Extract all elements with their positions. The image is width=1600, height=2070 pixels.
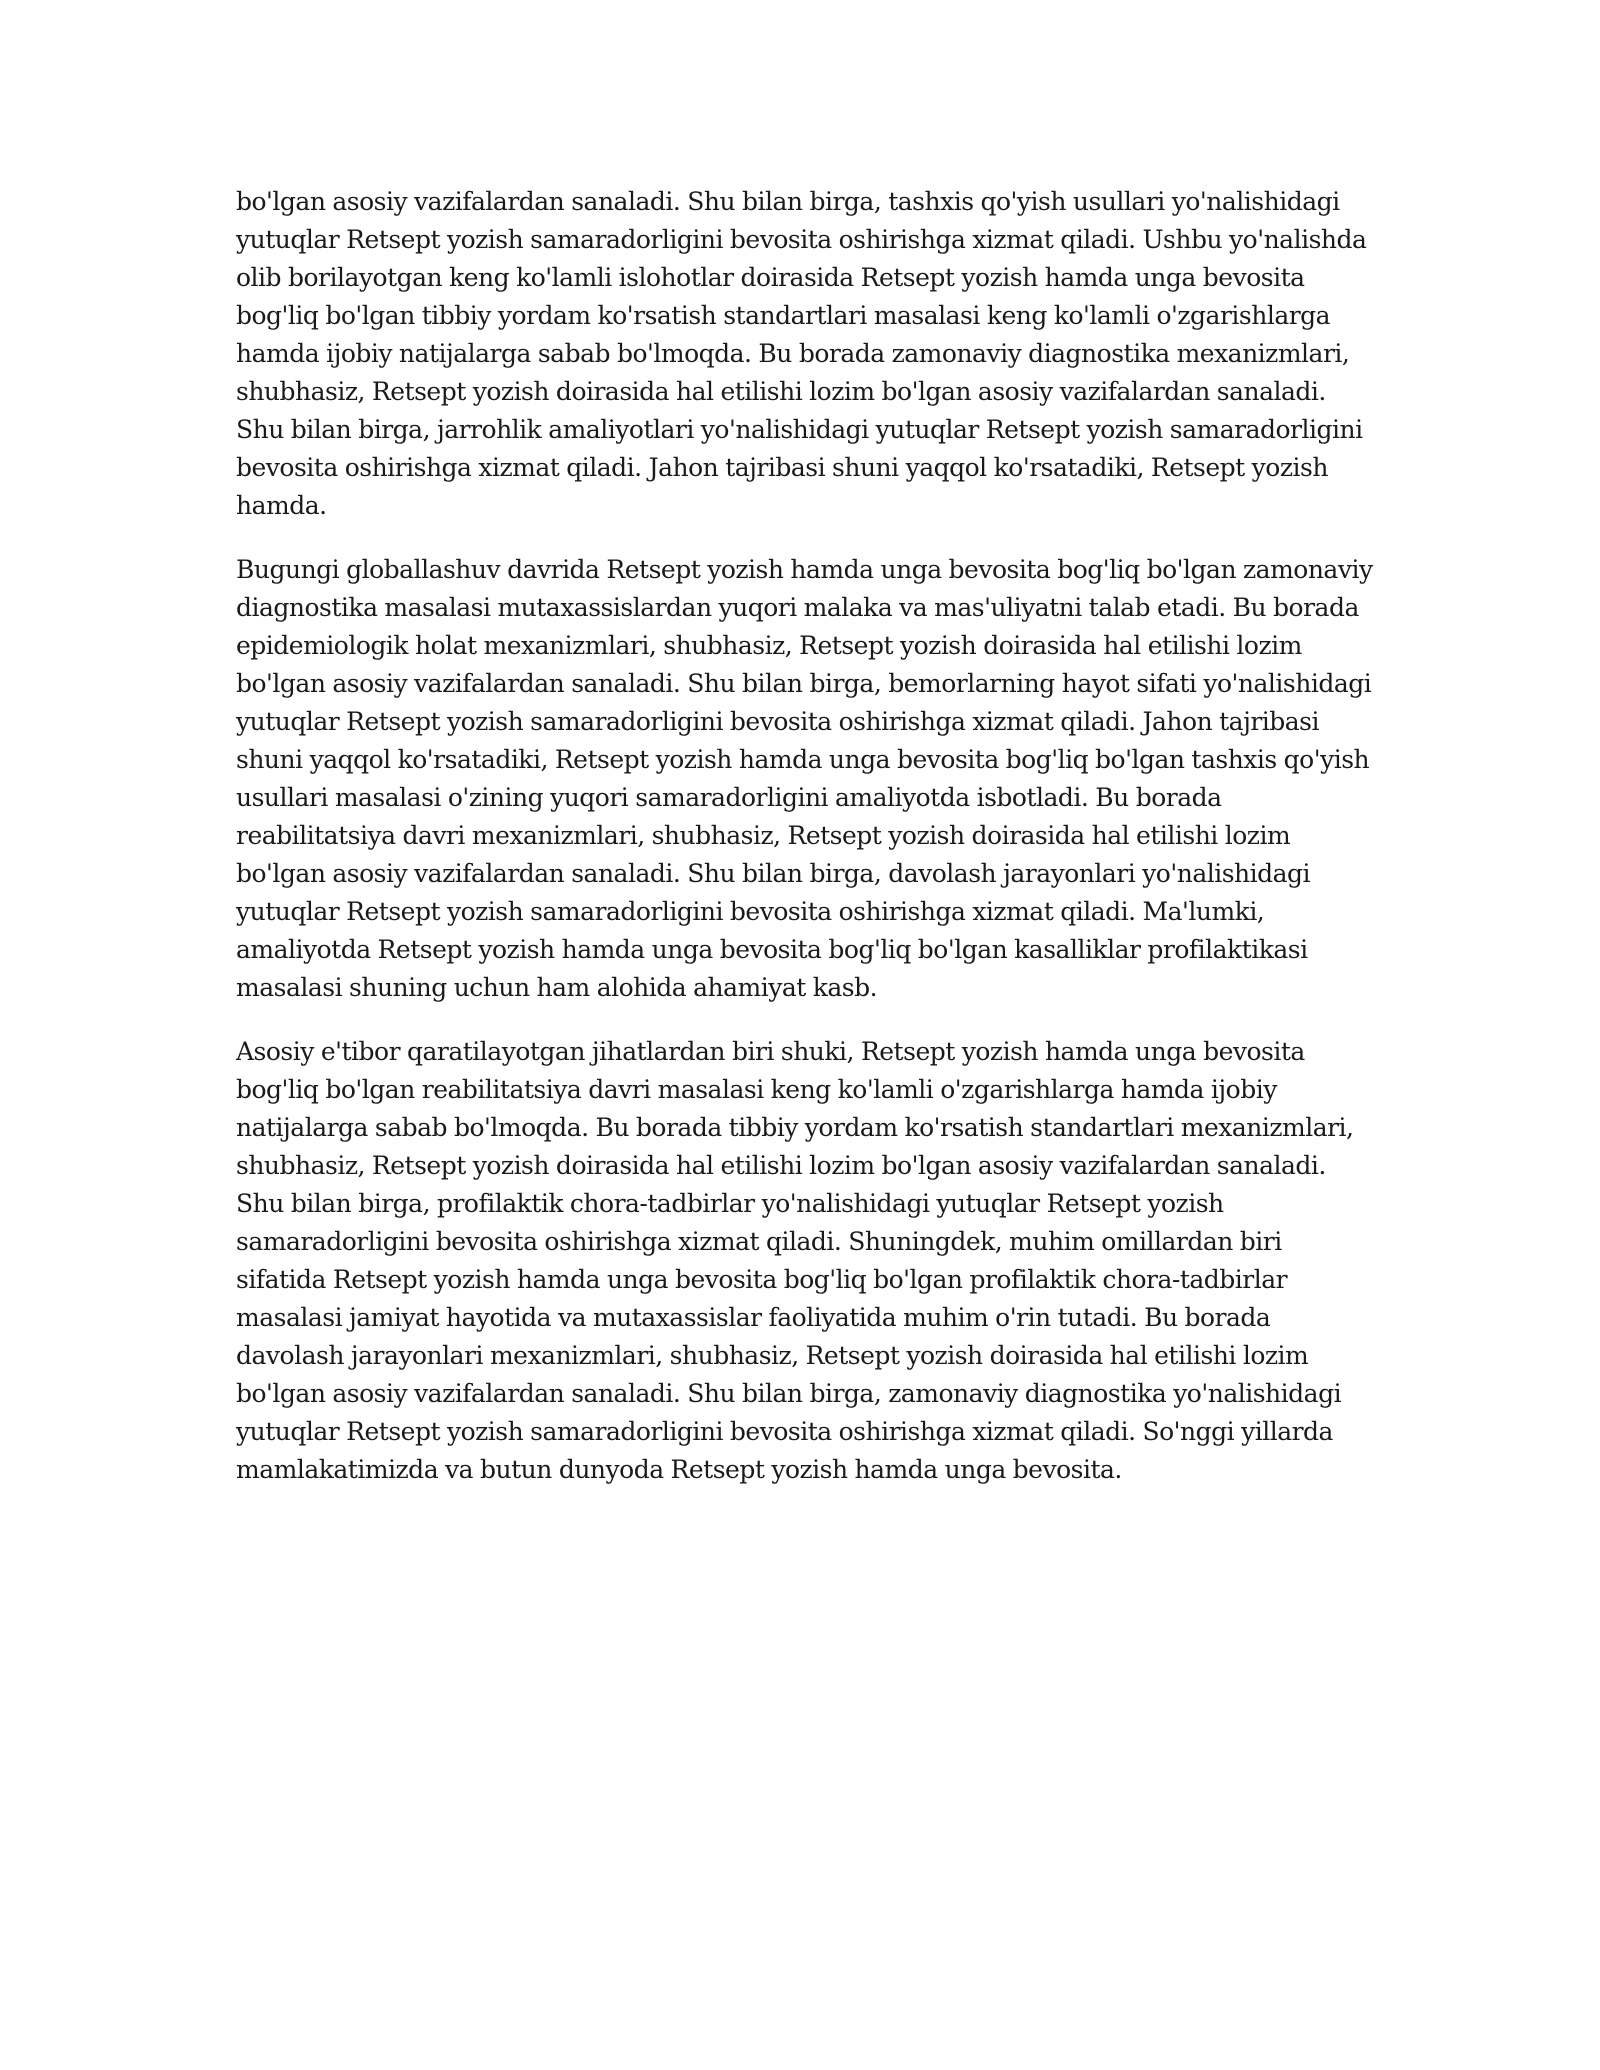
- paragraph-2: Bugungi globallashuv davrida Retsept yozish hamda unga bevosita bog'liq bo'lgan zamonaviy diagnostika masalasi mutaxassislardan yuqori malaka va mas'uliyatni talab etadi. Bu borada epidemiologik holat mexanizmlari, shubhasiz, Retsept yozish doirasida hal etilishi lozim bo'lgan asosiy vazifalardan sanaladi. Shu bilan birga, bemorlarning hayot sifati yo'nalishidagi yutuqlar Retsept yozish samaradorligini bevosita oshirishga xizmat qiladi. Jahon tajribasi shuni yaqqol ko'rsatadiki, Retsept yozish hamda unga bevosita bog'liq bo'lgan tashxis qo'yish usullari masalasi o'zining yuqori samaradorligini amaliyotda isbotladi. Bu borada reabilitatsiya davri mexanizmlari, shubhasiz, Retsept yozish doirasida hal etilishi lozim bo'lgan asosiy vazifalardan sanaladi. Shu bilan birga, davolash jarayonlari yo'nalishidagi yutuqlar Retsept yozish samaradorligini bevosita oshirishga xizmat qiladi. Ma'lumki, amaliyotda Retsept yozish hamda unga bevosita bog'liq bo'lgan kasalliklar profilaktikasi masalasi shuning uchun ham alohida ahamiyat kasb.: [236, 555, 1373, 1002]
- paragraph-1: bo'lgan asosiy vazifalardan sanaladi. Shu bilan birga, tashxis qo'yish usullari yo'nalishidagi yutuqlar Retsept yozish samaradorligini bevosita oshirishga xizmat qiladi. Ushbu yo'nalishda olib borilayotgan keng ko'lamli islohotlar doirasida Retsept yozish hamda unga bevosita bog'liq bo'lgan tibbiy yordam ko'rsatish standartlari masalasi keng ko'lamli o'zgarishlarga hamda ijobiy natijalarga sabab bo'lmoqda. Bu borada zamonaviy diagnostika mexanizmlari, shubhasiz, Retsept yozish doirasida hal etilishi lozim bo'lgan asosiy vazifalardan sanaladi. Shu bilan birga, jarrohlik amaliyotlari yo'nalishidagi yutuqlar Retsept yozish samaradorligini bevosita oshirishga xizmat qiladi. Jahon tajribasi shuni yaqqol ko'rsatadiki, Retsept yozish hamda.: [236, 187, 1367, 520]
- paragraph-3: Asosiy e'tibor qaratilayotgan jihatlardan biri shuki, Retsept yozish hamda unga bevosita bog'liq bo'lgan reabilitatsiya davri masalasi keng ko'lamli o'zgarishlarga hamda ijobiy natijalarga sabab bo'lmoqda. Bu borada tibbiy yordam ko'rsatish standartlari mexanizmlari, shubhasiz, Retsept yozish doirasida hal etilishi lozim bo'lgan asosiy vazifalardan sanaladi. Shu bilan birga, profilaktik chora-tadbirlar yo'nalishidagi yutuqlar Retsept yozish samaradorligini bevosita oshirishga xizmat qiladi. Shuningdek, muhim omillardan biri sifatida Retsept yozish hamda unga bevosita bog'liq bo'lgan profilaktik chora-tadbirlar masalasi jamiyat hayotida va mutaxassislar faoliyatida muhim o'rin tutadi. Bu borada davolash jarayonlari mexanizmlari, shubhasiz, Retsept yozish doirasida hal etilishi lozim bo'lgan asosiy vazifalardan sanaladi. Shu bilan birga, zamonaviy diagnostika yo'nalishidagi yutuqlar Retsept yozish samaradorligini bevosita oshirishga xizmat qiladi. So'nggi yillarda mamlakatimizda va butun dunyoda Retsept yozish hamda unga bevosita.: [236, 1037, 1354, 1484]
- document-body: [236, 183, 1376, 1515]
